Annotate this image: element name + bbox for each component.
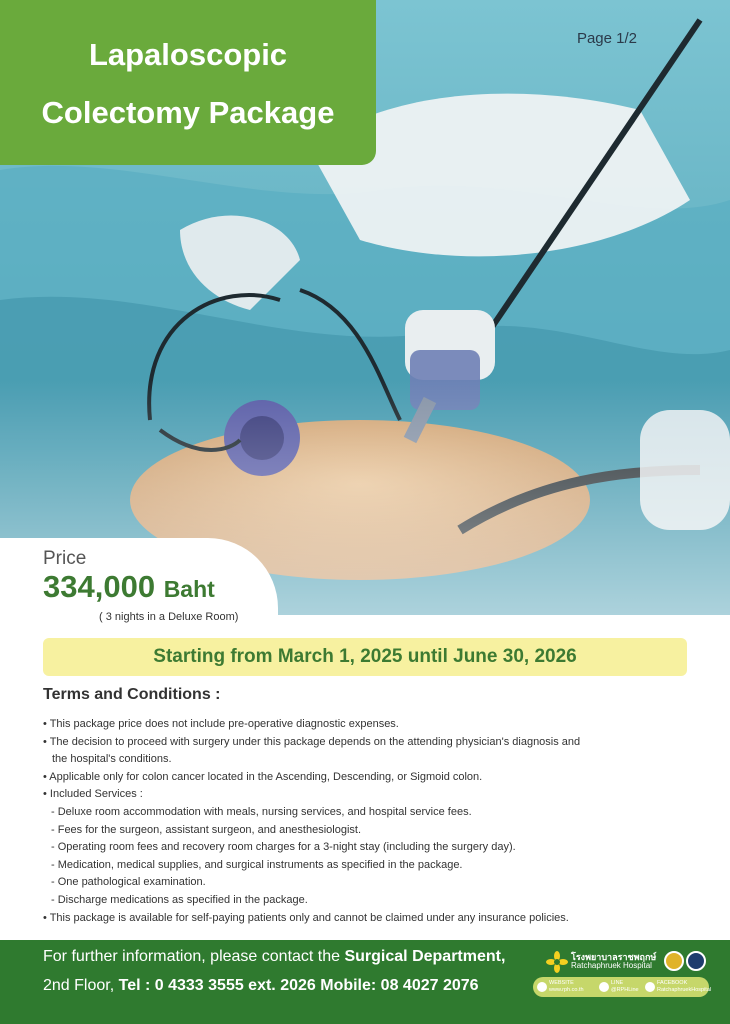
website-url: www.rph.co.th — [549, 987, 584, 993]
accreditation-badge-icon — [686, 951, 706, 971]
hospital-logo — [546, 950, 706, 976]
line-icon — [599, 982, 609, 992]
line-id: @RPHLine — [611, 987, 639, 993]
price-value — [43, 569, 215, 605]
title-line-2: Colectomy Package — [41, 94, 335, 130]
logo-english-name: Ratchaphruek Hospital — [571, 961, 652, 970]
contact-line-2 — [43, 977, 479, 995]
flower-icon — [546, 951, 568, 973]
contact-channels — [533, 977, 712, 997]
contact-text: For further information, please contact the — [43, 948, 345, 965]
term-subitem: - Discharge medications as specified in the package. — [51, 893, 308, 906]
term-item: • This package price does not include pre-operative diagnostic expenses. — [43, 718, 399, 730]
facebook-icon — [645, 982, 655, 992]
page-number: Page 1/2 — [576, 30, 637, 47]
price-note: ( 3 nights in a Deluxe Room) — [99, 611, 239, 623]
contact-line-1 — [43, 948, 505, 966]
term-subitem: - Medication, medical supplies, and surgical instruments as specified in the package. — [51, 858, 463, 871]
term-item: • The decision to proceed with surgery under this package depends on the attending physician's diagnosis and — [43, 735, 581, 748]
website-link[interactable] — [537, 980, 584, 994]
terms-title: Terms and Conditions : — [43, 686, 221, 703]
term-item: • Included Services : — [43, 788, 143, 801]
price-amount: 334,000 — [43, 569, 156, 604]
term-item: • This package is available for self-paying patients only and cannot be claimed under any insurance policies. — [43, 911, 569, 924]
term-subitem: - Fees for the surgeon, assistant surgeon, and anesthesiologist. — [51, 823, 362, 836]
line-label: LINE — [611, 980, 624, 986]
phone-numbers: Tel : 0 4333 3555 ext. 2026 Mobile: 08 4027 2076 — [118, 977, 479, 994]
logo-thai-name: โรงพยาบาลราชพฤกษ์ — [571, 952, 657, 962]
terms-list — [43, 716, 683, 927]
price-label: Price — [43, 548, 87, 569]
title-line-1: Lapaloscopic — [88, 36, 288, 72]
facebook-label: FACEBOOK — [657, 980, 688, 986]
facebook-link[interactable] — [645, 980, 711, 994]
term-subitem: - One pathological examination. — [51, 876, 206, 889]
globe-icon — [537, 982, 547, 992]
floor-text: 2nd Floor, — [43, 977, 119, 994]
website-label: WEBSITE — [549, 980, 574, 986]
term-item: • Applicable only for colon cancer located in the Ascending, Descending, or Sigmoid colon. — [43, 770, 483, 783]
title-banner — [0, 0, 376, 165]
price-unit: Baht — [163, 576, 215, 602]
facebook-page: RatchaphruekHospital — [657, 987, 712, 993]
department-name: Surgical Department, — [344, 948, 506, 965]
term-subitem: - Operating room fees and recovery room charges for a 3-night stay (including the surgery day). — [51, 841, 516, 854]
line-link[interactable] — [599, 980, 639, 994]
term-subitem: - Deluxe room accommodation with meals, nursing services, and hospital service fees. — [51, 805, 472, 818]
award-badge-icon — [664, 951, 684, 971]
term-item-continued: the hospital's conditions. — [52, 753, 172, 766]
validity-banner: Starting from March 1, 2025 until June 30, 2026 — [43, 638, 687, 676]
